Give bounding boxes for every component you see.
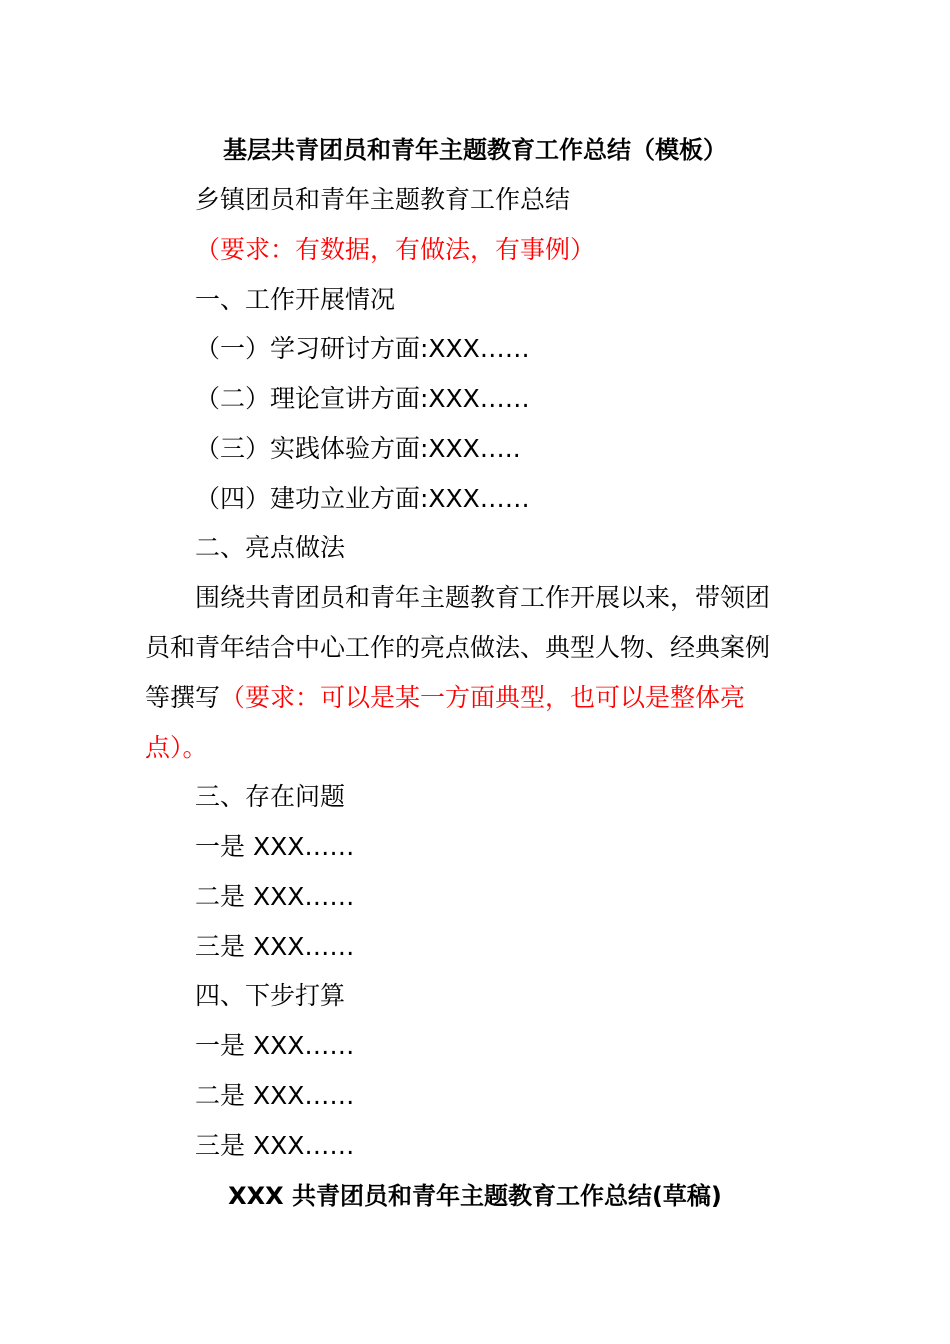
section3-item: 三是 XXX……: [195, 932, 355, 961]
next-document-title: XXX 共青团员和青年主题教育工作总结(草稿): [228, 1182, 722, 1210]
section4-item: 三是 XXX……: [195, 1131, 355, 1160]
section2-paragraph-line: 员和青年结合中心工作的亮点做法、典型人物、经典案例: [145, 633, 771, 662]
section4-heading: 四、下步打算: [195, 981, 346, 1010]
section4-item: 二是 XXX……: [195, 1081, 355, 1110]
section3-heading: 三、存在问题: [195, 782, 346, 811]
section2-requirement-note-end: 点）。: [145, 733, 208, 762]
section2-paragraph-text: 等撰写: [145, 683, 221, 712]
section2-requirement-note: （要求：可以是某一方面典型，也可以是整体亮: [220, 683, 746, 712]
section4-item: 一是 XXX……: [195, 1031, 355, 1060]
section1-item: （一）学习研讨方面:XXX……: [195, 334, 530, 363]
section3-item: 一是 XXX……: [195, 832, 355, 861]
section1-item: （三）实践体验方面:XXX…..: [195, 434, 521, 463]
requirement-note: （要求：有数据，有做法，有事例）: [195, 235, 596, 264]
section2-paragraph-line: 围绕共青团员和青年主题教育工作开展以来，带领团: [195, 583, 771, 612]
section3-item: 二是 XXX……: [195, 882, 355, 911]
document-title: 基层共青团员和青年主题教育工作总结（模板）: [223, 136, 727, 164]
document-subtitle: 乡镇团员和青年主题教育工作总结: [195, 185, 571, 214]
section1-heading: 一、工作开展情况: [195, 285, 396, 314]
section1-item: （二）理论宣讲方面:XXX……: [195, 384, 530, 413]
section1-item: （四）建功立业方面:XXX……: [195, 484, 530, 513]
section2-heading: 二、亮点做法: [195, 533, 346, 562]
section2-paragraph-line: [0, 681, 950, 715]
